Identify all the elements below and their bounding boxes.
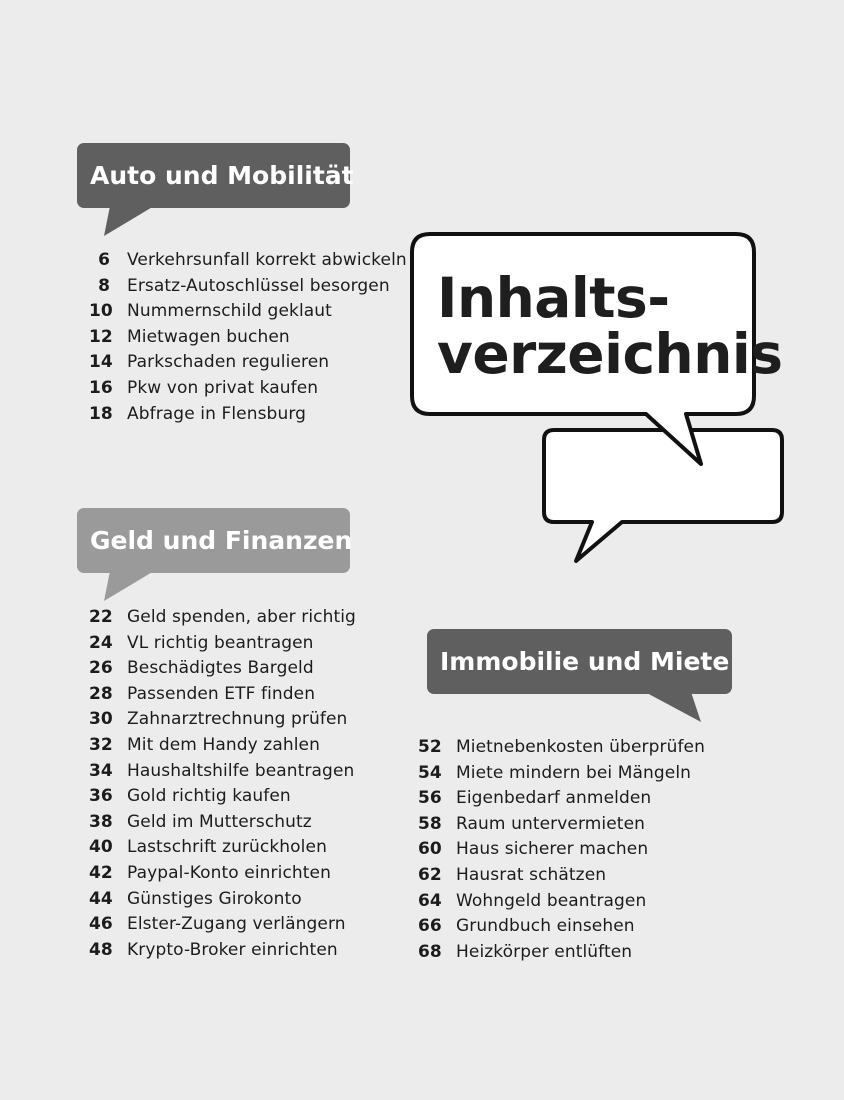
toc-entry [89, 376, 399, 402]
page-title [437, 266, 783, 386]
toc-entry-title: Parkschaden regulieren [127, 352, 330, 373]
toc-entry-title: Eigenbedarf anmelden [456, 788, 652, 809]
toc-list-geld [89, 605, 399, 963]
toc-entry-title: Haus sicherer machen [456, 839, 649, 860]
toc-page-number: 16 [89, 377, 113, 398]
section-heading-immo-label: Immobilie und Miete [427, 629, 732, 694]
section-heading-geld-label: Geld und Finanzen [77, 508, 350, 573]
toc-entry [89, 938, 399, 964]
toc-entry [89, 835, 399, 861]
toc-entry [89, 861, 399, 887]
toc-page-number: 12 [89, 326, 113, 347]
toc-entry [89, 682, 399, 708]
section-heading-immo [427, 629, 732, 724]
toc-entry-title: Gold richtig kaufen [127, 786, 291, 807]
toc-entry [89, 248, 407, 274]
toc-entry-title: Beschädigtes Bargeld [127, 658, 314, 679]
toc-entry [89, 605, 399, 631]
toc-entry-title: Grundbuch einsehen [456, 916, 635, 937]
toc-entry-title: Wohngeld beantragen [456, 890, 647, 911]
toc-entry [418, 735, 728, 761]
toc-page-number: 42 [89, 862, 113, 883]
toc-entry-title: Hausrat schätzen [456, 864, 607, 885]
toc-entry-title: Passenden ETF finden [127, 683, 316, 704]
toc-entry-title: VL richtig beantragen [127, 632, 314, 653]
toc-page-number: 62 [418, 864, 442, 885]
toc-entry [89, 912, 399, 938]
toc-entry [89, 299, 399, 325]
toc-entry [89, 350, 399, 376]
toc-entry-title: Mietnebenkosten überprüfen [456, 737, 705, 757]
toc-page-number: 32 [89, 734, 113, 755]
toc-entry [418, 837, 728, 863]
speech-bubble-tail [102, 571, 162, 603]
speech-bubble-tail [641, 692, 711, 724]
toc-entry-title: Nummernschild geklaut [127, 301, 332, 322]
toc-list-immo [418, 735, 728, 965]
toc-page-number: 44 [89, 888, 113, 909]
toc-page-number: 8 [98, 275, 110, 296]
toc-page-number: 52 [418, 737, 442, 757]
toc-entry-title: Abfrage in Flensburg [127, 403, 307, 424]
page-title-line2: verzeichnis [437, 322, 783, 386]
toc-entry-title: Heizkörper entlüften [456, 941, 633, 962]
toc-entry-title: Miete mindern bei Mängeln [456, 762, 692, 783]
toc-page-number: 36 [89, 786, 113, 807]
toc-page-number: 10 [89, 301, 113, 322]
toc-page-number: 24 [89, 632, 113, 653]
toc-entry-title: Raum untervermieten [456, 813, 646, 834]
toc-entry-title: Geld spenden, aber richtig [127, 607, 356, 627]
toc-page-number: 46 [89, 914, 113, 935]
toc-list-auto [89, 248, 407, 427]
toc-entry-title: Haushaltshilfe beantragen [127, 760, 355, 781]
toc-page-number: 48 [89, 939, 113, 960]
toc-entry [89, 274, 399, 300]
toc-entry-title: Ersatz-Autoschlüssel besorgen [127, 275, 390, 296]
toc-entry [418, 863, 728, 889]
toc-entry [89, 656, 399, 682]
section-heading-auto-label: Auto und Mobilität [77, 143, 350, 208]
toc-page-number: 28 [89, 683, 113, 704]
toc-entry [418, 889, 728, 915]
toc-entry [418, 940, 728, 966]
toc-page-number: 30 [89, 709, 113, 730]
toc-entry [89, 810, 399, 836]
toc-entry-title: Lastschrift zurückholen [127, 837, 327, 858]
toc-page-number: 26 [89, 658, 113, 679]
toc-entry [89, 733, 399, 759]
toc-entry [89, 325, 399, 351]
toc-entry-title: Krypto-Broker einrichten [127, 939, 338, 960]
toc-entry-title: Zahnarztrechnung prüfen [127, 709, 348, 730]
toc-page-number: 6 [98, 250, 110, 270]
toc-page-number: 38 [89, 811, 113, 832]
toc-entry-title: Pkw von privat kaufen [127, 377, 319, 398]
toc-page-number: 40 [89, 837, 113, 858]
toc-page-number: 60 [418, 839, 442, 860]
toc-entry [89, 759, 399, 785]
toc-entry [418, 761, 728, 787]
toc-entry-title: Günstiges Girokonto [127, 888, 302, 909]
toc-page-number: 66 [418, 916, 442, 937]
toc-page-number: 64 [418, 890, 442, 911]
section-heading-auto [77, 143, 354, 238]
toc-page-number: 14 [89, 352, 113, 373]
toc-page-number: 56 [418, 788, 442, 809]
section-heading-geld [77, 508, 353, 603]
toc-entry-title: Paypal-Konto einrichten [127, 862, 331, 883]
toc-page-number: 54 [418, 762, 442, 783]
toc-entry [89, 887, 399, 913]
toc-entry-title: Elster-Zugang verlängern [127, 914, 346, 935]
toc-entry [89, 631, 399, 657]
toc-entry [418, 914, 728, 940]
toc-entry-title: Mietwagen buchen [127, 326, 290, 347]
toc-entry [418, 786, 728, 812]
toc-entry [89, 402, 399, 428]
toc-entry [418, 812, 728, 838]
page-title-line1: Inhalts- [437, 266, 670, 330]
toc-page-number: 34 [89, 760, 113, 781]
toc-page-number: 68 [418, 941, 442, 962]
toc-page-number: 18 [89, 403, 113, 424]
toc-entry-title: Geld im Mutterschutz [127, 811, 312, 832]
toc-entry-title: Mit dem Handy zahlen [127, 734, 320, 755]
toc-page-number: 58 [418, 813, 442, 834]
toc-page-number: 22 [89, 607, 113, 627]
toc-entry-title: Verkehrsunfall korrekt abwickeln [127, 250, 407, 270]
toc-entry [89, 784, 399, 810]
toc-entry [89, 707, 399, 733]
speech-bubble-tail [102, 206, 162, 238]
